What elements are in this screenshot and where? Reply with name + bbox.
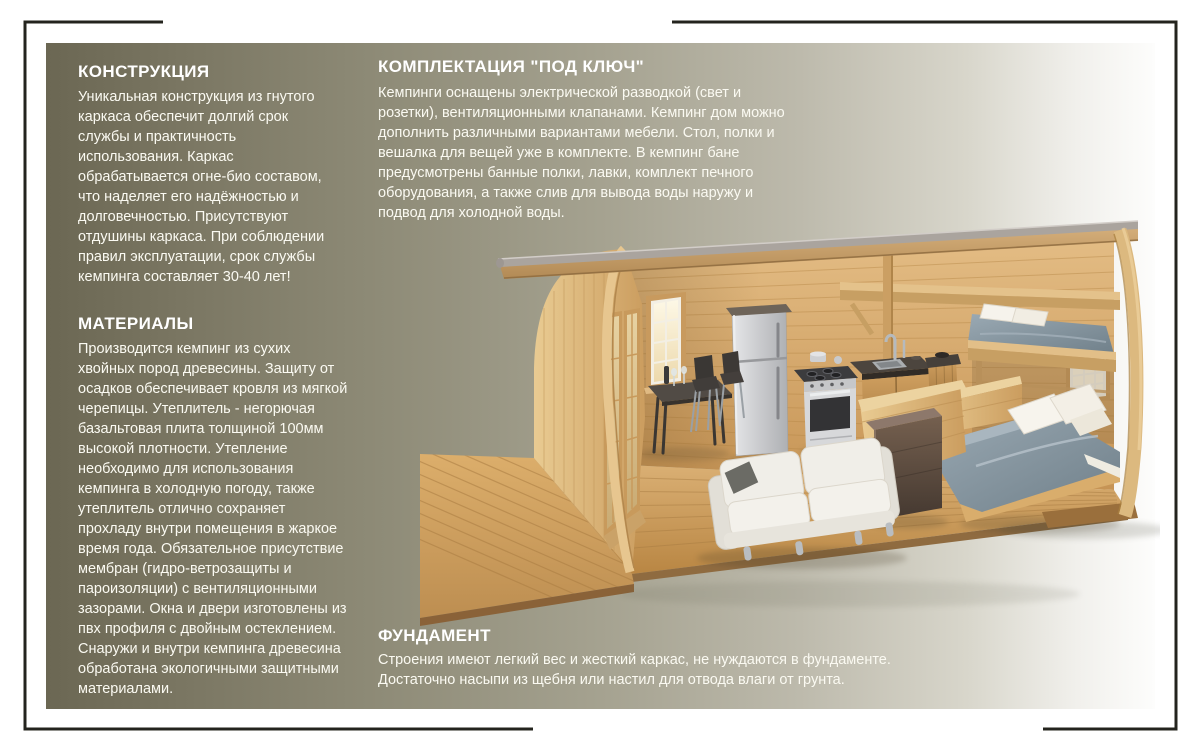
section-materials-title: МАТЕРИАЛЫ (78, 314, 194, 333)
section-construction-title: КОНСТРУКЦИЯ (78, 62, 210, 81)
section-turnkey-title: КОМПЛЕКТАЦИЯ "ПОД КЛЮЧ" (378, 57, 645, 76)
section-foundation-title: ФУНДАМЕНТ (378, 626, 491, 645)
fridge (726, 304, 795, 466)
section-construction-body: Уникальная конструкция из гнутого каркаса обеспечит долгий срок службы и практичность использования. Каркас обрабатывается огне-био составом, что наделяет его надёжностью и долговечностью. Присутствуют отдушины каркаса. При соблюдении правил эксплуатации, срок службы кемпинга составляет 30-40 лет! (78, 89, 325, 285)
section-foundation-body: Строения имеют легкий вес и жесткий каркас, не нуждаются в фундаменте. Достаточно насыпи из щебня или настил для отвода влаги от грунта. (378, 652, 891, 688)
section-materials-body: Производится кемпинг из сухих хвойных пород древесины. Защиту от осадков обеспечивает кровля из мягкой черепицы. Утеплитель - негорючая базальтовая плита толщиной 100мм высокой плотности. Утепление необходимо для использования кемпинга в холодную погоду, также утеплитель отлично сохраняет прохладу внутри помещения в жаркое время года. Обязательное присутствие мембран (гидро-ветрозащиты и пароизоляции) с вентиляционными зазорами. Окна и двери изготовлены из пвх профиля с двойным остеклением. Снаружи и внутри кемпинга древесина обработана экологичными защитными материалами. (78, 341, 348, 697)
section-turnkey-body: Кемпинги оснащены электрической разводкой (свет и розетки), вентиляционными клапанами. Кемпинг дом можно дополнить различными вариантами мебели. Стол, полки и вешалка для вещей уже в комплекте. В кемпинг бане предусмотрены банные полки, лавки, комплект печного оборудования, а также слив для вывода воды наружу и подвод для холодной воды. (378, 85, 785, 221)
floor-edge-shadow (620, 581, 1080, 607)
support-post (883, 253, 893, 367)
cabin-cutaway-illustration (420, 212, 1160, 628)
